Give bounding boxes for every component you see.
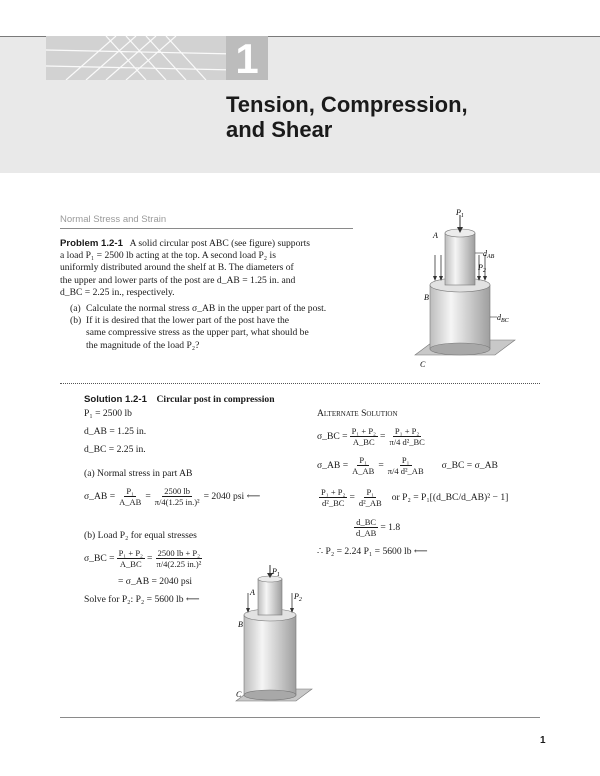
sol-label-p1: $P_1$	[272, 567, 280, 578]
post-figure-solution	[230, 565, 320, 707]
sol-label-a: A	[250, 588, 255, 597]
label-dbc: $d_{BC}$	[497, 313, 509, 324]
alt-eq4: $\frac{d\_BC}{d\_AB}$ = 1.8	[356, 517, 401, 538]
given-dab: d_AB = 1.25 in.	[84, 426, 147, 437]
given-p1: P₁ = 2500 lb	[84, 408, 132, 419]
solution-heading: Solution 1.2-1 Circular post in compression	[84, 394, 275, 405]
problem-statement: Problem 1.2-1 A solid circular post ABC (see figure) supports a load P₁ = 2500 lb acting at the top. A second load P₂ is uniformly distributed around the shelf at B. The diameters of the upper and lower parts of the post are d_AB = 1.25 in. and d_BC = 2.25 in., respectively.	[60, 238, 310, 298]
sol-label-p2: $P_2$	[294, 592, 302, 603]
alt-eq2: σ_AB = $\frac{\text{P₁}}{A\_AB}$ = $\frac{\text{P₁}}{\text{π/4 d²\_AB}}$ σ_BC = σ_AB	[317, 455, 498, 476]
label-p2: $P_2$	[478, 263, 486, 274]
sol-label-b: B	[238, 620, 243, 629]
chapter-number: 1	[226, 36, 268, 80]
part-b-heading: (b) Load P₂ for equal stresses	[84, 530, 197, 541]
section-divider	[60, 228, 353, 229]
problem-part-a: (a) Calculate the normal stress σ_AB in the upper part of the post.	[70, 303, 327, 314]
post-figure-problem	[405, 205, 525, 375]
part-b-line2: = σ_AB = 2040 psi	[118, 576, 193, 587]
alt-eq5: ∴ P₂ = 2.24 P₁ = 5600 lb ⟵	[317, 546, 428, 557]
label-a: A	[433, 231, 438, 240]
footer-divider	[60, 717, 540, 718]
part-b-equation: σ_BC = $\frac{\text{P₁ + P₂}}{A\_BC}$ = $\frac{\text{2500 lb + P₂}}{\text{π/4(2.25 in.)²}}$	[84, 548, 202, 569]
problem-part-b: (b) If it is desired that the lower part of the post have the same compressive stress as the upper part, what should be the magnitude of the load P₂?	[70, 315, 309, 351]
part-a-heading: (a) Normal stress in part AB	[84, 468, 193, 479]
alt-eq3: $\frac{\text{P₁ + P₂}}{\text{d²\_BC}}$ = $\frac{\text{P₁}}{\text{d²\_AB}}$ or P₂ = P₁[(d_BC/d_AB)² − 1]	[321, 487, 509, 508]
alt-eq1: σ_BC = $\frac{\text{P₁ + P₂}}{A\_BC}$ = $\frac{\text{P₁ + P₂}}{\text{π/4 d²\_BC}}$	[317, 426, 425, 447]
label-dab: $d_{AB}$	[483, 249, 495, 260]
label-b: B	[424, 293, 429, 302]
page-number: 1	[540, 735, 546, 746]
solution-divider	[60, 383, 540, 384]
part-b-solve: Solve for P₂: P₂ = 5600 lb ⟵	[84, 594, 200, 605]
problem-parts	[70, 303, 360, 352]
problem-label: Problem 1.2-1	[60, 238, 123, 249]
chapter-title: Tension, Compression, and Shear	[226, 92, 468, 142]
alternate-heading: Alternate Solution	[317, 408, 398, 419]
section-title: Normal Stress and Strain	[60, 214, 167, 225]
part-a-equation: σ_AB = $\frac{\text{P₁}}{A\_AB}$ = $\frac{2500 lb}{\text{π/4(1.25 in.)²}}$ = 2040 psi ⟵	[84, 486, 261, 507]
header-photo-structure	[46, 36, 236, 80]
label-p1: $P_1$	[456, 208, 464, 219]
label-c: C	[420, 360, 426, 369]
given-dbc: d_BC = 2.25 in.	[84, 444, 146, 455]
sol-label-c: C	[236, 690, 242, 699]
